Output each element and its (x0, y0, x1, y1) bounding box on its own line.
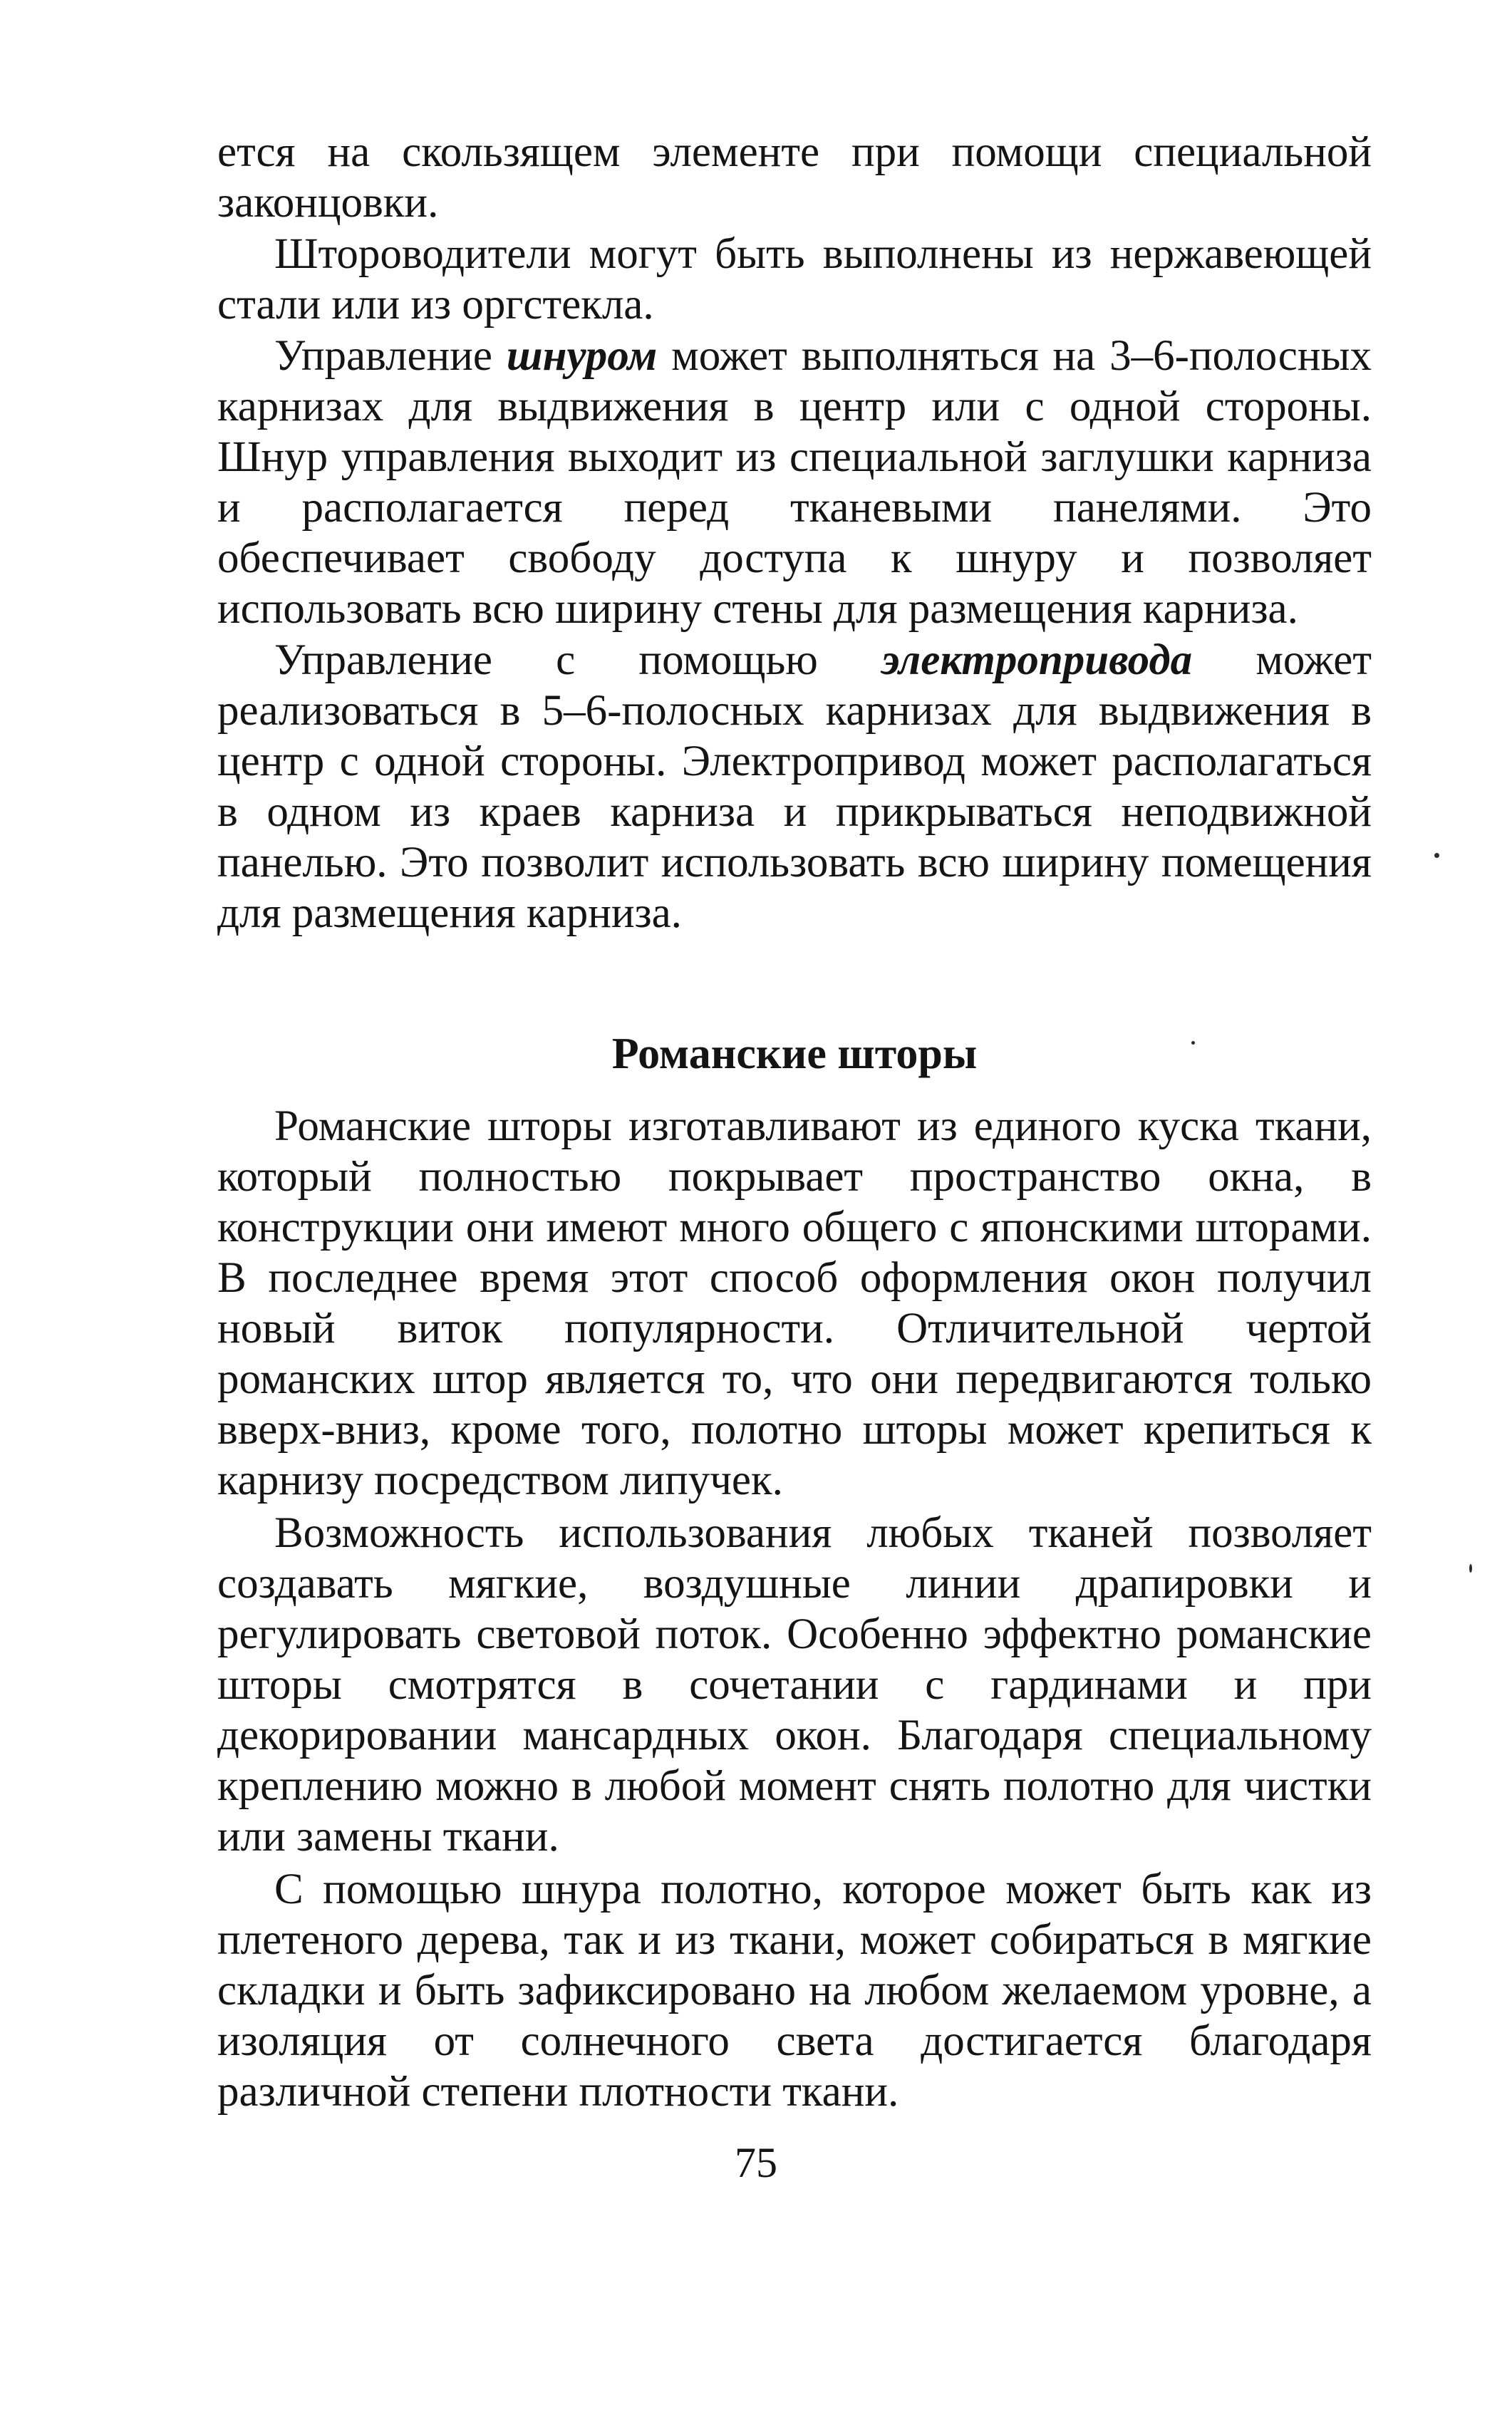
emphasized-term: шнуром (506, 332, 658, 380)
paragraph-text: может выполняться на 3–6-полосных карнизах для выдвижения в центр или с одной стороны. Шнур управления выходит из специальной заглушки карниза и располагается перед тканевыми панелями. Это обеспечивает свободу доступа к шнуру и позволяет использовать всю ширину стены для размещения карниза. (217, 332, 1372, 633)
section-roman-blinds (217, 1101, 1372, 2117)
section-curtain-rail-control (217, 127, 1372, 938)
page-number: 75 (735, 2139, 777, 2186)
paragraph-roman-blinds-intro: Романские шторы изготавливают из единого куска ткани, который полностью покрывает пространство окна, в конструкции они имеют много общего с японскими шторами. В последнее время этот способ оформления окон получил новый виток популярности. Отличительной чертой романских штор является то, что они передвигаются только вверх-вниз, кроме того, полотно шторы может крепиться к карнизу посредством липучек. (217, 1102, 1372, 1504)
paragraph-electric-drive (217, 635, 1372, 938)
paragraph-fabrics: Возможность использования любых тканей позволяет создавать мягкие, воздушные линии драпировки и регулировать световой поток. Особенно эффектно романские шторы смотрятся в сочетании с гардинами и при декорировании мансардных окон. Благодаря специальному креплению можно в любой момент снять полотно для чистки или замены ткани. (217, 1509, 1372, 1861)
paragraph-continuation: ется на скользящем элементе при помощи специальной законцовки. (217, 128, 1372, 227)
scan-speck (1191, 1041, 1195, 1045)
paragraph-text: может реализоваться в 5–6-полосных карнизах для выдвижения в центр с одной стороны. Электропривод может располагаться в одном из краев карниза и прикрываться неподвижной панелью. Это позволит использовать всю ширину помещения для размещения карниза. (217, 636, 1372, 937)
scan-speck (1469, 1564, 1472, 1573)
scan-speck (1434, 853, 1439, 858)
paragraph-curtain-guides: Штороводители могут быть выполнены из нержавеющей стали или из оргстекла. (217, 230, 1372, 328)
paragraph-text: Управление с помощью (274, 636, 882, 684)
paragraph-cord-folding: С помощью шнура полотно, которое может быть как из плетеного дерева, так и из ткани, может собираться в мягкие складки и быть зафиксировано на любом желаемом уровне, а изоляция от солнечного света достигается благодаря различной степени плотности ткани. (217, 1865, 1372, 2116)
paragraph-text: Управление (274, 332, 507, 380)
emphasized-term: электропривода (881, 636, 1193, 684)
book-page (217, 127, 1372, 2117)
paragraph-cord-control (217, 331, 1372, 634)
section-heading: Романские шторы (611, 1030, 978, 1078)
